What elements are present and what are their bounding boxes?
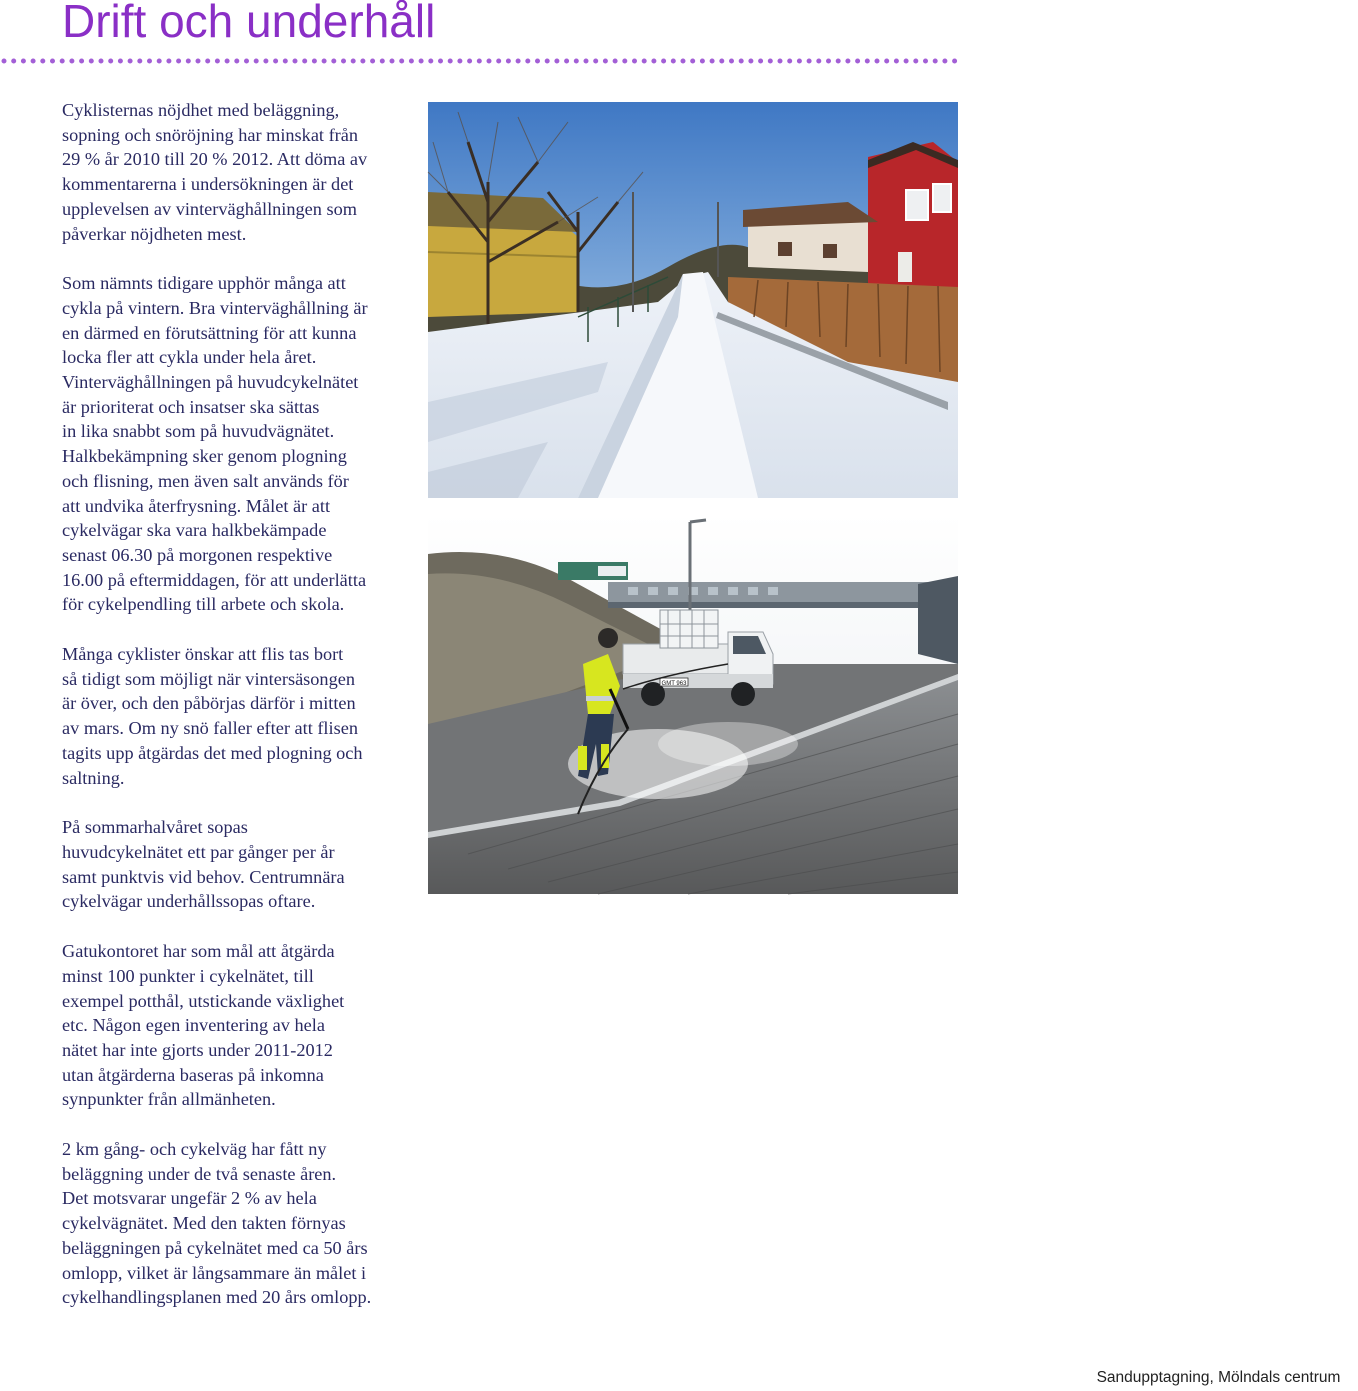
paragraph-line: 2 km gång- och cykelväg har fått ny: [62, 1139, 327, 1160]
paragraph-line: locka fler att cykla under hela året.: [62, 347, 317, 368]
paragraph-line: en därmed en förutsättning för att kunna: [62, 322, 357, 343]
paragraph-line: huvudcykelnätet ett par gånger per år: [62, 841, 335, 862]
paragraph-line: exempel potthål, utstickande växlighet: [62, 990, 345, 1011]
paragraph-line: påverkar nöjdheten mest.: [62, 223, 247, 244]
paragraph-line: 16.00 på eftermiddagen, för att underlätta: [62, 569, 367, 590]
paragraph-line: utan åtgärderna baseras på inkomna: [62, 1064, 324, 1085]
paragraph: [62, 1137, 422, 1310]
paragraph-line: cykelhandlingsplanen med 20 års omlopp.: [62, 1287, 372, 1308]
body-text-column: [62, 98, 422, 1335]
paragraph-line: kommentarerna i undersökningen är det: [62, 174, 354, 195]
paragraph-line: cykelvägar underhållssopas oftare.: [62, 891, 316, 912]
paragraph-line: minst 100 punkter i cykelnätet, till: [62, 965, 314, 986]
paragraph-line: så tidigt som möjligt när vintersäsongen: [62, 668, 355, 689]
paragraph-line: Halkbekämpning sker genom plogning: [62, 446, 347, 467]
paragraph-line: omlopp, vilket är långsammare än målet i: [62, 1262, 367, 1283]
paragraph-line: tagits upp åtgärdas det med plogning och: [62, 742, 363, 763]
paragraph-line: Det motsvarar ungefär 2 % av hela: [62, 1188, 317, 1209]
paragraph-line: sopning och snöröjning har minskat från: [62, 124, 359, 145]
paragraph-line: På sommarhalvåret sopas: [62, 817, 248, 838]
paragraph-line: senast 06.30 på morgonen respektive: [62, 544, 333, 565]
paragraph-line: nätet har inte gjorts under 2011-2012: [62, 1039, 333, 1060]
paragraph-line: cykla på vintern. Bra vinterväghållning är: [62, 297, 368, 318]
license-plate: GMT 963: [661, 681, 687, 687]
paragraph-line: är över, och den påbörjas därför i mitten: [62, 693, 356, 714]
paragraph: [62, 642, 422, 790]
paragraph-line: etc. Någon egen inventering av hela: [62, 1015, 325, 1036]
paragraph: [62, 271, 422, 617]
paragraph-line: upplevelsen av vinterväghållningen som: [62, 198, 357, 219]
paragraph-line: in lika snabbt som på huvudvägnätet.: [62, 421, 335, 442]
paragraph-line: är prioriterat och insatser ska sättas: [62, 396, 320, 417]
paragraph: [62, 815, 422, 914]
paragraph-line: av mars. Om ny snö faller efter att flisen: [62, 718, 358, 739]
photo-winter-cycle-path: [428, 102, 958, 498]
paragraph-line: Cyklisternas nöjdhet med beläggning,: [62, 100, 340, 120]
paragraph-line: och flisning, men även salt används för: [62, 470, 349, 491]
paragraph-line: Gatukontoret har som mål att åtgärda: [62, 941, 335, 962]
paragraph-line: beläggning under de två senaste åren.: [62, 1163, 337, 1184]
paragraph-line: synpunkter från allmänheten.: [62, 1089, 276, 1110]
photo-sand-cleaning: [428, 514, 1341, 1386]
paragraph-line: Som nämnts tidigare upphör många att: [62, 273, 346, 294]
page-title: Drift och underhåll: [62, 0, 436, 47]
paragraph-line: Vinterväghållningen på huvudcykelnätet: [62, 372, 359, 393]
dotted-divider: [0, 56, 960, 66]
paragraph-line: 29 % år 2010 till 20 % 2012. Att döma av: [62, 149, 368, 170]
paragraph-line: samt punktvis vid behov. Centrumnära: [62, 866, 345, 887]
paragraph-line: att undvika återfrysning. Målet är att: [62, 495, 331, 516]
paragraph-line: saltning.: [62, 767, 125, 788]
paragraph-line: cykelvägar ska vara halkbekämpade: [62, 520, 327, 541]
paragraph-line: Många cyklister önskar att flis tas bort: [62, 644, 344, 665]
paragraph: [62, 98, 422, 246]
paragraph-line: beläggningen på cykelnätet med ca 50 års: [62, 1237, 368, 1258]
paragraph: [62, 939, 422, 1112]
paragraph-line: cykelvägnätet. Med den takten förnyas: [62, 1213, 346, 1234]
photo-caption: Sandupptagning, Mölndals centrum: [1079, 1365, 1358, 1391]
paragraph-line: för cykelpendling till arbete och skola.: [62, 594, 345, 615]
